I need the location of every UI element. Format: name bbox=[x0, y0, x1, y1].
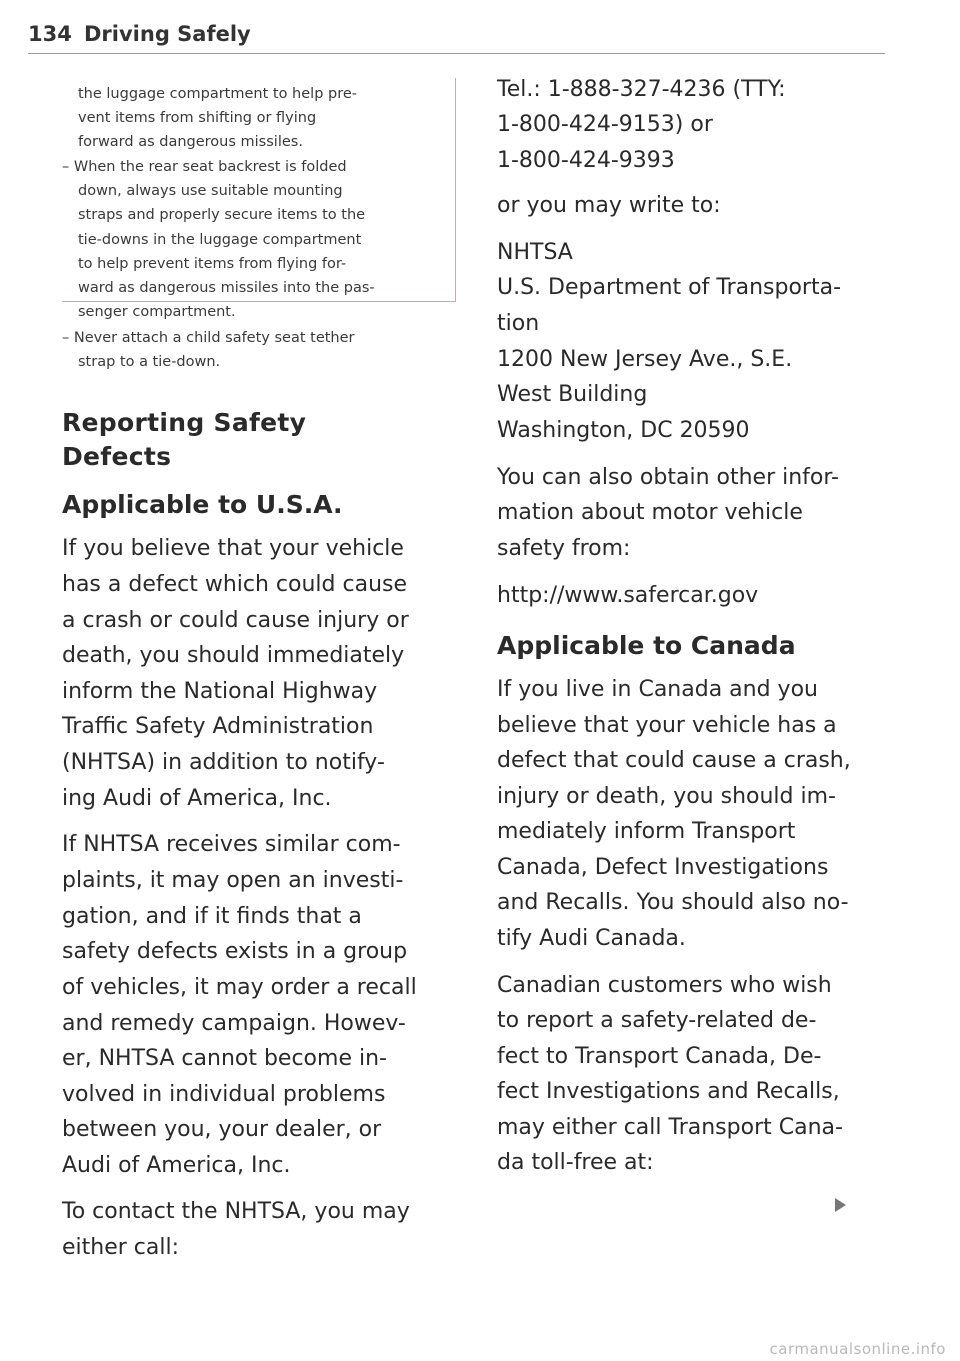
body-line: mation about motor vehicle bbox=[497, 500, 803, 525]
body-line: safety from: bbox=[497, 536, 631, 561]
body-line: may either call Transport Cana- bbox=[497, 1115, 843, 1140]
body-line: injury or death, you should im- bbox=[497, 784, 836, 809]
body-line: inform the National Highway bbox=[62, 679, 378, 704]
warning-line: down, always use suitable mounting bbox=[78, 183, 343, 199]
body-line: and remedy campaign. Howev- bbox=[62, 1011, 406, 1036]
body-line: tion bbox=[497, 311, 540, 336]
body-line: mediately inform Transport bbox=[497, 819, 796, 844]
continue-arrow-icon bbox=[835, 1198, 846, 1212]
body-line: U.S. Department of Transporta- bbox=[497, 275, 842, 300]
body-line: da toll-free at: bbox=[497, 1150, 654, 1175]
body-line: death, you should immediately bbox=[62, 643, 405, 668]
body-line: a crash or could cause injury or bbox=[62, 608, 409, 633]
warning-line: straps and properly secure items to the bbox=[78, 207, 366, 223]
body-line: You can also obtain other infor- bbox=[497, 465, 839, 490]
warning-line: to help prevent items from flying for- bbox=[78, 256, 347, 272]
body-line: to report a safety-related de- bbox=[497, 1008, 817, 1033]
body-line: tify Audi Canada. bbox=[497, 926, 686, 951]
body-line: defect that could cause a crash, bbox=[497, 748, 851, 773]
body-line: fect to Transport Canada, De- bbox=[497, 1044, 822, 1069]
body-line: Tel.: 1-888-327-4236 (TTY: bbox=[497, 77, 786, 102]
body-line: volved in individual problems bbox=[62, 1082, 386, 1107]
body-line: ing Audi of America, Inc. bbox=[62, 786, 332, 811]
body-line: If you believe that your vehicle bbox=[62, 536, 404, 561]
heading-applicable-usa: Applicable to U.S.A. bbox=[62, 490, 343, 519]
body-line: 1200 New Jersey Ave., S.E. bbox=[497, 347, 793, 372]
body-line: either call: bbox=[62, 1235, 180, 1260]
body-line: NHTSA bbox=[497, 240, 573, 265]
header-divider bbox=[28, 53, 885, 54]
link-safercar[interactable]: http://www.safercar.gov bbox=[497, 583, 759, 608]
body-line: 1-800-424-9153) or bbox=[497, 112, 713, 137]
heading-applicable-canada: Applicable to Canada bbox=[497, 631, 796, 660]
body-line: 1-800-424-9393 bbox=[497, 148, 675, 173]
page-header bbox=[28, 22, 888, 54]
warning-line: senger compartment. bbox=[78, 304, 236, 320]
body-line: Canadian customers who wish bbox=[497, 973, 832, 998]
body-line: plaints, it may open an investi- bbox=[62, 868, 404, 893]
warning-line: – When the rear seat backrest is folded bbox=[62, 159, 347, 175]
body-line: (NHTSA) in addition to notify- bbox=[62, 750, 385, 775]
body-line: If NHTSA receives similar com- bbox=[62, 832, 401, 857]
body-line: To contact the NHTSA, you may bbox=[62, 1199, 410, 1224]
section-title: Driving Safely bbox=[84, 22, 251, 46]
warning-line: strap to a tie-down. bbox=[78, 354, 221, 370]
warning-line: – Never attach a child safety seat tether bbox=[62, 330, 355, 346]
warning-line: tie-downs in the luggage compartment bbox=[78, 232, 362, 248]
warning-line: ward as dangerous missiles into the pas- bbox=[78, 280, 375, 296]
heading-reporting-safety: Reporting Safety bbox=[62, 408, 307, 437]
body-line: and Recalls. You should also no- bbox=[497, 890, 849, 915]
body-line: believe that your vehicle has a bbox=[497, 713, 837, 738]
warning-line: vent items from shifting or flying bbox=[78, 110, 317, 126]
body-line: of vehicles, it may order a recall bbox=[62, 975, 417, 1000]
watermark: carmanualsonline.info bbox=[769, 1340, 946, 1358]
body-line: safety defects exists in a group bbox=[62, 939, 408, 964]
warning-line: the luggage compartment to help pre- bbox=[78, 86, 358, 102]
body-line: Washington, DC 20590 bbox=[497, 418, 750, 443]
body-line: West Building bbox=[497, 382, 648, 407]
body-line: If you live in Canada and you bbox=[497, 677, 818, 702]
body-line: er, NHTSA cannot become in- bbox=[62, 1046, 387, 1071]
body-line: has a defect which could cause bbox=[62, 572, 408, 597]
body-line: between you, your dealer, or bbox=[62, 1117, 382, 1142]
heading-defects: Defects bbox=[62, 442, 172, 471]
body-line: gation, and if it finds that a bbox=[62, 904, 362, 929]
body-line: Canada, Defect Investigations bbox=[497, 855, 829, 880]
body-line: fect Investigations and Recalls, bbox=[497, 1079, 840, 1104]
body-line: Traffic Safety Administration bbox=[62, 714, 374, 739]
warning-line: forward as dangerous missiles. bbox=[78, 134, 303, 150]
page-number: 134 bbox=[28, 22, 72, 46]
body-line: or you may write to: bbox=[497, 193, 721, 218]
body-line: Audi of America, Inc. bbox=[62, 1153, 291, 1178]
